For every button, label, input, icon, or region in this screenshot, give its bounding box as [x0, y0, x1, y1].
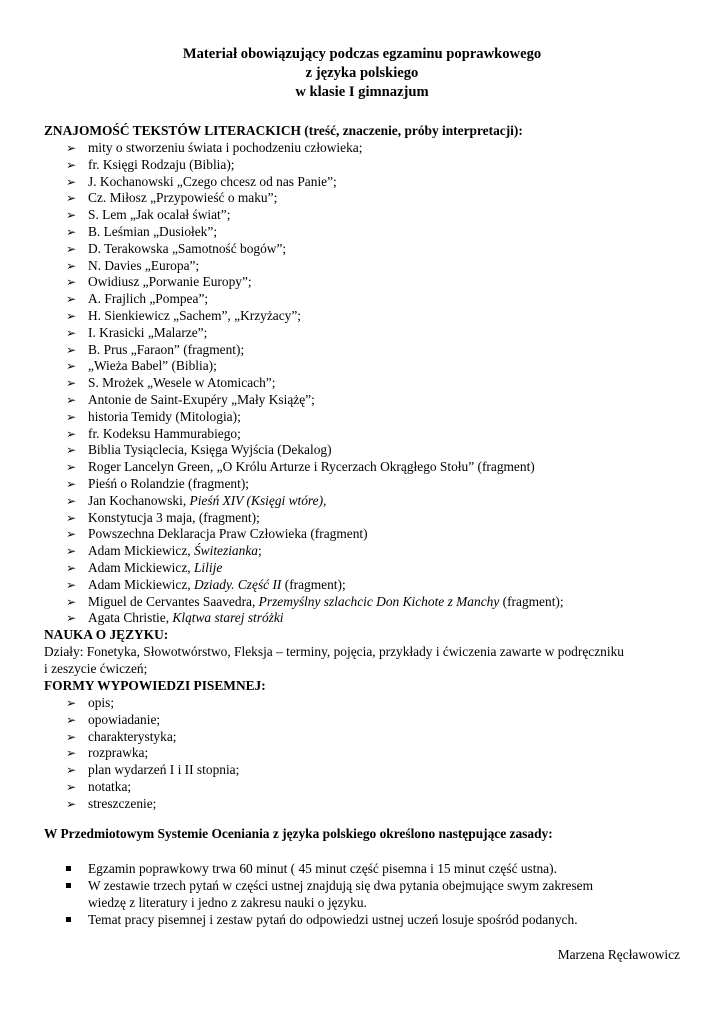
list-item: ➢ Adam Mickiewicz, Dziady. Część II (fragment); [66, 576, 346, 592]
arrow-bullet-icon: ➢ [66, 342, 77, 357]
arrow-bullet-icon: ➢ [66, 696, 77, 710]
square-bullet-icon [66, 866, 71, 871]
list-item: ➢ D. Terakowska „Samotność bogów”; [66, 240, 287, 256]
list-item: ➢ H. Sienkiewicz „Sachem”, „Krzyżacy”; [66, 307, 302, 323]
list-item: ➢ Adam Mickiewicz, Lilije [66, 559, 223, 575]
literary-texts-list [44, 140, 564, 627]
list-item: W zestawie trzech pytań w części ustnej znajdują się dwa pytania obejmujące swym zakresem wiedzę z literatury i jedno z zakresu nauki o języku. [44, 877, 593, 911]
list-item: ➢ S. Mrożek „Wesele w Atomicach”; [66, 375, 276, 391]
title-line-1: Materiał obowiązujący podczas egzaminu poprawkowego [182, 46, 542, 62]
arrow-bullet-icon: ➢ [66, 275, 77, 290]
list-item: ➢ Cz. Miłosz „Przypowieść o maku”; [66, 190, 278, 206]
arrow-bullet-icon: ➢ [66, 157, 77, 172]
literary-texts-heading: ZNAJOMOŚĆ TEKSTÓW LITERACKICH (treść, znaczenie, próby interpretacji): [44, 123, 523, 138]
arrow-bullet-icon: ➢ [66, 796, 77, 811]
list-item: ➢ streszczenie; [66, 795, 157, 811]
list-item: ➢ mity o stworzeniu świata i pochodzeniu człowieka; [66, 140, 363, 155]
title-line-3: w klasie I gimnazjum [295, 84, 429, 100]
arrow-bullet-icon: ➢ [66, 560, 77, 575]
list-item: ➢ Roger Lancelyn Green, „O Królu Arturze i Rycerzach Okrągłego Stołu” (fragment) [66, 459, 535, 475]
arrow-bullet-icon: ➢ [66, 476, 77, 491]
arrow-bullet-icon: ➢ [66, 359, 77, 374]
list-item: ➢ rozprawka; [66, 745, 149, 761]
list-item: ➢ I. Krasicki „Malarze”; [66, 324, 208, 340]
list-item: ➢ J. Kochanowski „Czego chcesz od nas Panie”; [66, 173, 337, 189]
list-item: ➢ opowiadanie; [66, 711, 161, 727]
arrow-bullet-icon: ➢ [66, 191, 77, 206]
arrow-bullet-icon: ➢ [66, 409, 77, 424]
language-line-1: Działy: Fonetyka, Słowotwórstwo, Fleksja – terminy, pojęcia, przykłady i ćwiczenia zawarte w podręczniku [44, 644, 624, 659]
list-item: ➢ plan wydarzeń I i II stopnia; [66, 762, 240, 778]
square-bullet-icon [66, 883, 71, 888]
list-item: ➢ fr. Księgi Rodzaju (Biblia); [66, 156, 235, 172]
list-item: ➢ Owidiusz „Porwanie Europy”; [66, 274, 252, 290]
list-item: ➢ Adam Mickiewicz, Świtezianka; [66, 543, 262, 559]
list-item: ➢ Agata Christie, Klątwa starej stróżki [66, 610, 284, 626]
list-item: ➢ „Wieża Babel” (Biblia); [66, 358, 217, 374]
list-item: ➢ notatka; [66, 778, 132, 794]
arrow-bullet-icon: ➢ [66, 763, 77, 778]
list-item: ➢ B. Prus „Faraon” (fragment); [66, 341, 245, 357]
arrow-bullet-icon: ➢ [66, 493, 77, 508]
arrow-bullet-icon: ➢ [66, 241, 77, 256]
list-item: ➢ historia Temidy (Mitologia); [66, 408, 241, 424]
arrow-bullet-icon: ➢ [66, 779, 77, 794]
arrow-bullet-icon: ➢ [66, 746, 77, 761]
arrow-bullet-icon: ➢ [66, 729, 77, 744]
list-item: Egzamin poprawkowy trwa 60 minut ( 45 minut część pisemna i 15 minut część ustna). [44, 860, 593, 877]
arrow-bullet-icon: ➢ [66, 611, 77, 626]
arrow-bullet-icon: ➢ [66, 510, 77, 525]
arrow-bullet-icon: ➢ [66, 527, 77, 542]
language-heading: NAUKA O JĘZYKU: [44, 627, 169, 642]
rules-heading: W Przedmiotowym Systemie Oceniania z języka polskiego określono następujące zasady: [44, 826, 553, 841]
forms-list [44, 695, 239, 813]
list-item: ➢ charakterystyka; [66, 728, 177, 744]
arrow-bullet-icon: ➢ [66, 594, 77, 609]
list-item: ➢ N. Davies „Europa”; [66, 257, 200, 273]
language-paragraph [44, 644, 684, 678]
arrow-bullet-icon: ➢ [66, 712, 77, 727]
list-item: ➢ Jan Kochanowski, Pieśń XIV (Księgi wtóre), [66, 492, 327, 508]
arrow-bullet-icon: ➢ [66, 443, 77, 458]
arrow-bullet-icon: ➢ [66, 224, 77, 239]
list-item: ➢ S. Lem „Jak ocalał świat”; [66, 207, 231, 223]
list-item: ➢ Powszechna Deklaracja Praw Człowieka (fragment) [66, 526, 368, 542]
arrow-bullet-icon: ➢ [66, 308, 77, 323]
arrow-bullet-icon: ➢ [66, 392, 77, 407]
language-line-2: i zeszycie ćwiczeń; [44, 660, 148, 676]
list-item: ➢ Pieśń o Rolandzie (fragment); [66, 475, 250, 491]
list-item: ➢ fr. Kodeksu Hammurabiego; [66, 425, 241, 441]
square-bullet-icon [66, 917, 71, 922]
arrow-bullet-icon: ➢ [66, 292, 77, 307]
arrow-bullet-icon: ➢ [66, 208, 77, 223]
arrow-bullet-icon: ➢ [66, 141, 77, 155]
arrow-bullet-icon: ➢ [66, 325, 77, 340]
list-item: ➢ Miguel de Cervantes Saavedra, Przemyślny szlachcic Don Kichote z Manchy (fragment); [66, 593, 564, 609]
title-line-2: z języka polskiego [305, 65, 419, 81]
arrow-bullet-icon: ➢ [66, 376, 77, 391]
signature: Marzena Ręcławowicz [557, 947, 680, 962]
list-item: ➢ Biblia Tysiąclecia, Księga Wyjścia (Dekalog) [66, 442, 332, 458]
list-item: ➢ Antonie de Saint-Exupéry „Mały Książę”; [66, 391, 315, 407]
list-item: ➢ Konstytucja 3 maja, (fragment); [66, 509, 260, 525]
document-title [0, 45, 724, 102]
arrow-bullet-icon: ➢ [66, 426, 77, 441]
arrow-bullet-icon: ➢ [66, 577, 77, 592]
list-item: ➢ opis; [66, 695, 115, 710]
arrow-bullet-icon: ➢ [66, 544, 77, 559]
rules-list [44, 860, 593, 928]
list-item: ➢ A. Frajlich „Pompea”; [66, 291, 209, 307]
arrow-bullet-icon: ➢ [66, 174, 77, 189]
arrow-bullet-icon: ➢ [66, 460, 77, 475]
arrow-bullet-icon: ➢ [66, 258, 77, 273]
forms-heading: FORMY WYPOWIEDZI PISEMNEJ: [44, 678, 266, 693]
list-item: ➢ B. Leśmian „Dusiołek”; [66, 223, 218, 239]
list-item: Temat pracy pisemnej i zestaw pytań do odpowiedzi ustnej uczeń losuje spośród podanych. [44, 911, 593, 928]
